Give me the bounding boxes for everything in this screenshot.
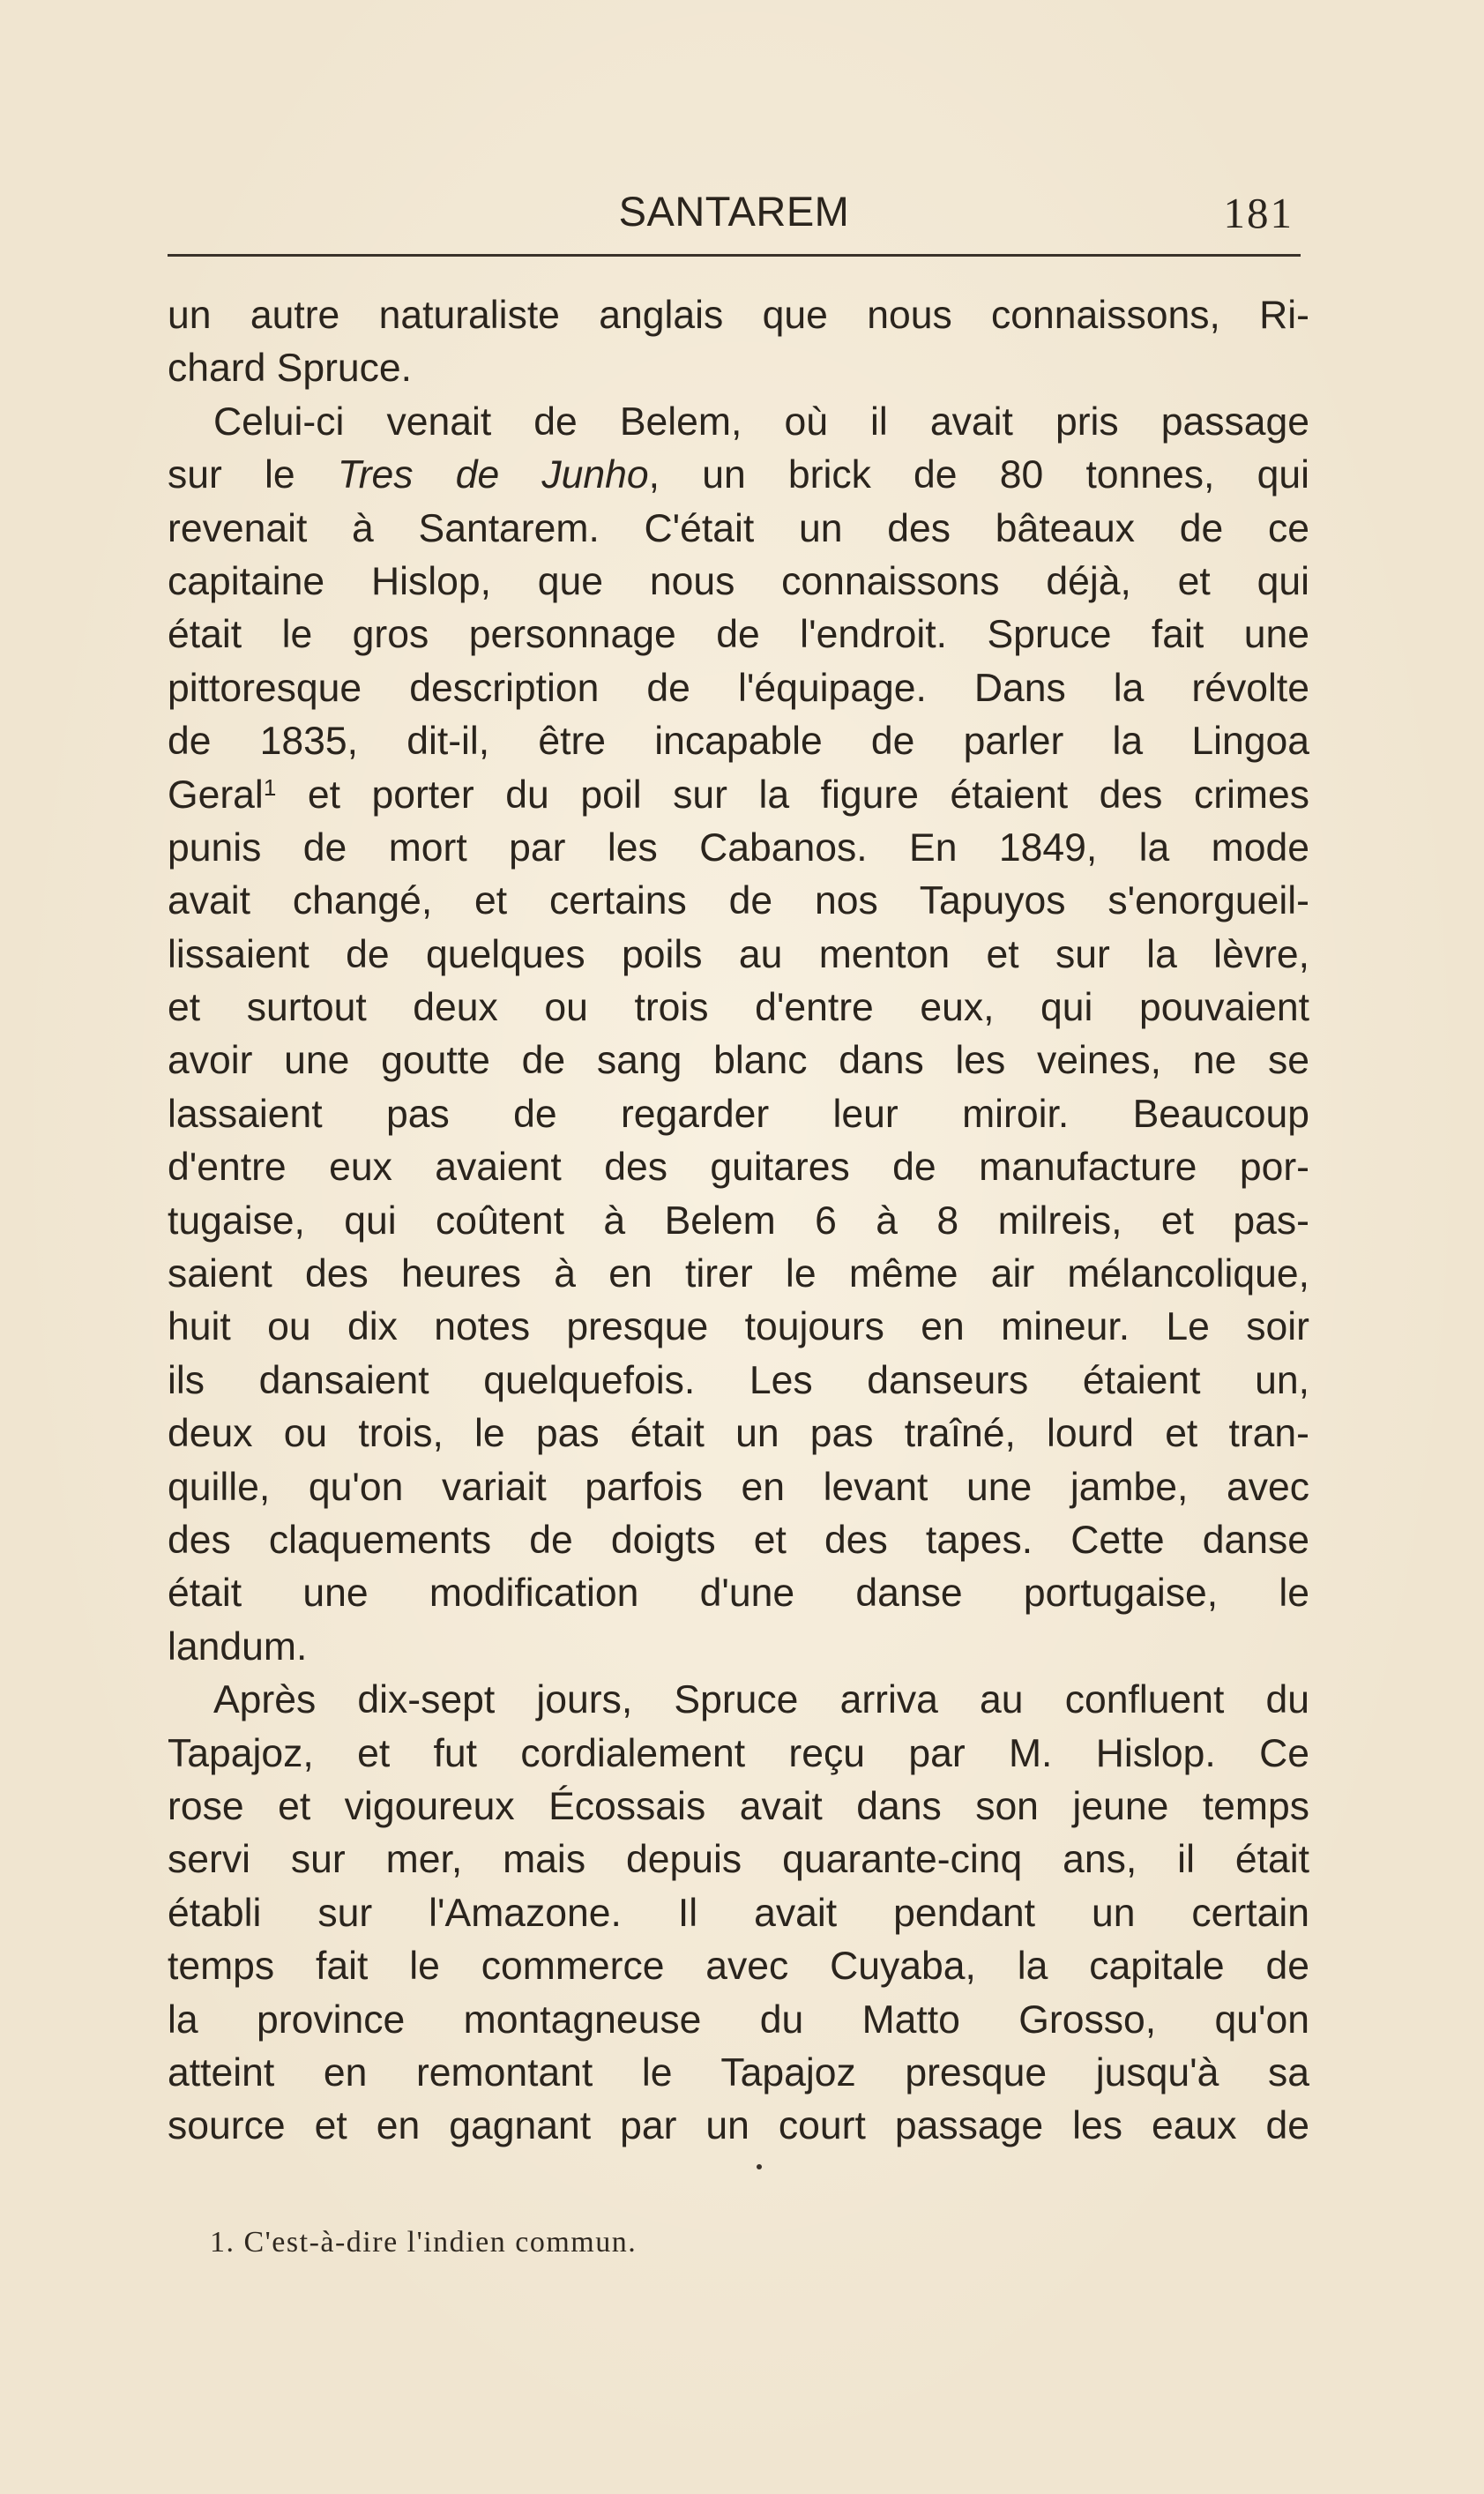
text-line: un autre naturaliste anglais que nous connaissons, Ri- [168,294,1309,337]
text-line: rose et vigoureux Écossais avait dans son jeune temps [168,1784,1309,1828]
text-line: tugaise, qui coûtent à Belem 6 à 8 milreis, et pas- [168,1198,1309,1243]
footnote: 1. C'est-à-dire l'indien commun. [210,2226,638,2259]
text-line: Après dix-sept jours, Spruce arriva au confluent du [213,1678,1309,1722]
text-line: pittoresque description de l'équipage. Dans la révolte [168,666,1309,710]
text-line: source et en gagnant par un court passage les eaux de [168,2104,1309,2148]
text-line: punis de mort par les Cabanos. En 1849, la mode [168,825,1309,870]
chapter-title: SANTAREM [618,188,850,235]
text-line: était une modification d'une danse portugaise, le [168,1572,1309,1616]
header-rule [168,254,1301,257]
text-line: quille, qu'on variait parfois en levant une jambe, avec [168,1465,1309,1509]
text-line: de 1835, dit-il, être incapable de parler la Lingoa [168,720,1309,764]
text-line: deux ou trois, le pas était un pas traîné, lourd et tran- [168,1412,1309,1456]
text-line: atteint en remontant le Tapajoz presque jusqu'à sa [168,2050,1309,2095]
text-line: huit ou dix notes presque toujours en mineur. Le soir [168,1305,1309,1349]
text-line: sur le Tres de Junho, un brick de 80 tonnes, qui [168,453,1309,497]
text-line: landum. [168,1624,308,1669]
footnote-separator-dot [757,2164,762,2169]
text-line: Tapajoz, et fut cordialement reçu par M. Hislop. Ce [168,1731,1309,1775]
text-line: temps fait le commerce avec Cuyaba, la capitale de [168,1945,1309,1989]
text-line: lissaient de quelques poils au menton et sur la lèvre, [168,932,1309,976]
footnote-marker: 1 [263,773,277,801]
text-line: d'entre eux avaient des guitares de manufacture por- [168,1146,1309,1190]
text-line: et surtout deux ou trois d'entre eux, qui pouvaient [168,986,1309,1030]
text-line: revenait à Santarem. C'était un des bâteaux de ce [168,506,1309,550]
text-line: établi sur l'Amazone. Il avait pendant un certain [168,1891,1309,1935]
text-line: avoir une goutte de sang blanc dans les veines, ne se [168,1039,1309,1083]
text-line: avait changé, et certains de nos Tapuyos s'enorgueil- [168,879,1309,923]
ship-name: Tres de Junho [337,453,649,497]
page-number: 181 [1223,189,1294,237]
body-text [168,289,1309,2154]
text-line: ils dansaient quelquefois. Les danseurs étaient un, [168,1358,1309,1402]
text-line: Celui-ci venait de Belem, où il avait pris passage [213,399,1309,444]
text-line: capitaine Hislop, que nous connaissons déjà, et qui [168,559,1309,603]
text-line: la province montagneuse du Matto Grosso, qu'on [168,1997,1309,2042]
text-line: chard Spruce. [168,347,413,391]
running-head [168,181,1301,251]
text-line: servi sur mer, mais depuis quarante-cinq ans, il était [168,1838,1309,1882]
text-line: des claquements de doigts et des tapes. Cette danse [168,1518,1309,1562]
text-line: saient des heures à en tirer le même air mélancolique, [168,1252,1309,1296]
text-line: était le gros personnage de l'endroit. Spruce fait une [168,613,1309,657]
text-line: Geral$^1$ et porter du poil sur la figure étaient des crimes [168,773,1309,817]
text-line: lassaient pas de regarder leur miroir. Beaucoup [168,1092,1309,1136]
